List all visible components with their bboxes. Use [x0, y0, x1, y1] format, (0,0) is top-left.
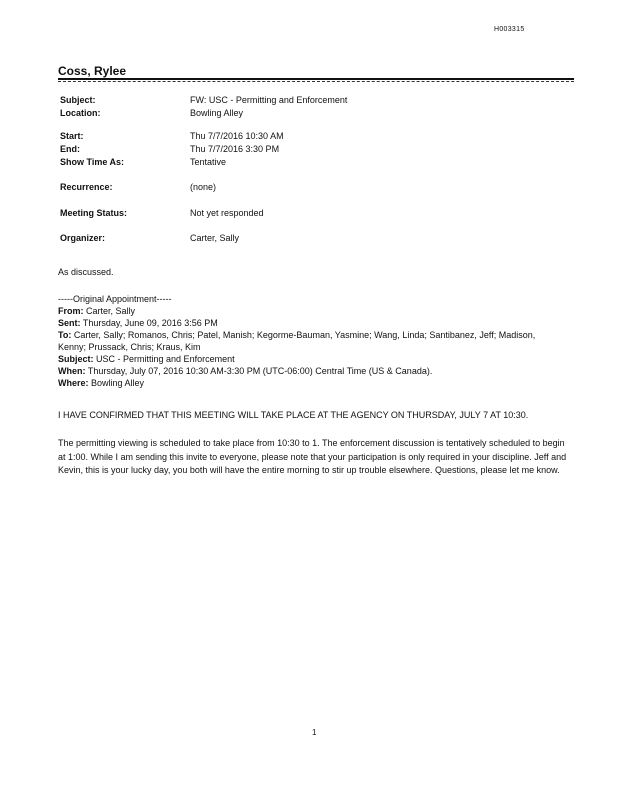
field-value-start: Thu 7/7/2016 10:30 AM [190, 131, 284, 141]
original-when-label: When: [58, 366, 86, 376]
field-value-organizer: Carter, Sally [190, 233, 240, 243]
original-sent-value: Thursday, June 09, 2016 3:56 PM [82, 318, 218, 328]
field-label-show-time-as: Show Time As: [60, 157, 125, 167]
field-value-subject: FW: USC - Permitting and Enforcement [190, 95, 348, 105]
original-from-value: Carter, Sally [86, 306, 136, 316]
header-divider [58, 78, 574, 80]
page-number: 1 [312, 728, 317, 737]
original-to-value: Carter, Sally; Romanos, Chris; Patel, Manish; Kegorme-Bauman, Yasmine; Wang, Linda; Santibanez, Jeff; Madison, [73, 330, 536, 340]
field-value-location: Bowling Alley [190, 108, 244, 118]
field-value-recurrence: (none) [190, 182, 217, 192]
header-divider-dashed [58, 81, 574, 82]
original-to-continued: Kenny; Prussack, Chris; Kraus, Kim [58, 342, 201, 352]
original-where-label: Where: [58, 378, 89, 388]
original-subject-label: Subject: [58, 354, 94, 364]
field-label-recurrence: Recurrence: [60, 182, 113, 192]
original-to-label: To: [58, 330, 72, 340]
field-label-start: Start: [60, 131, 84, 141]
field-value-end: Thu 7/7/2016 3:30 PM [190, 144, 280, 154]
bates-number: H003315 [494, 26, 525, 33]
original-sent [58, 318, 218, 328]
field-label-location: Location: [60, 108, 101, 118]
original-where [58, 378, 144, 388]
original-subject [58, 354, 235, 364]
original-from [58, 306, 135, 316]
field-label-organizer: Organizer: [60, 233, 106, 243]
original-when-value: Thursday, July 07, 2016 10:30 AM-3:30 PM (UTC-06:00) Central Time (US & Canada). [87, 366, 433, 376]
original-from-label: From: [58, 306, 84, 316]
field-value-meeting-status: Not yet responded [190, 208, 264, 218]
field-label-meeting-status: Meeting Status: [60, 208, 128, 218]
original-sent-label: Sent: [58, 318, 81, 328]
body-intro: As discussed. [58, 267, 114, 277]
original-to [58, 330, 535, 340]
original-where-value: Bowling Alley [91, 378, 145, 388]
body-paragraph: The permitting viewing is scheduled to take place from 10:30 to 1. The enforcement discussion is tentatively scheduled to begin at 1:00. While I am sending this invite to everyone, please note that your participation is only required in your discipline. Jeff and Kevin, this is your lucky day, you both will have the entire morning to stir up trouble elsewhere. Questions, please let me know. [58, 438, 567, 475]
confirmation-notice: I HAVE CONFIRMED THAT THIS MEETING WILL TAKE PLACE AT THE AGENCY ON THURSDAY, JULY 7 AT 10:30. [58, 410, 529, 420]
original-appointment-header: -----Original Appointment----- [58, 294, 172, 304]
sender-name: Coss, Rylee [58, 64, 127, 78]
field-label-end: End: [60, 144, 80, 154]
original-subject-value: USC - Permitting and Enforcement [96, 354, 235, 364]
original-when [58, 366, 432, 376]
field-label-subject: Subject: [60, 95, 96, 105]
field-value-show-time-as: Tentative [190, 157, 227, 167]
